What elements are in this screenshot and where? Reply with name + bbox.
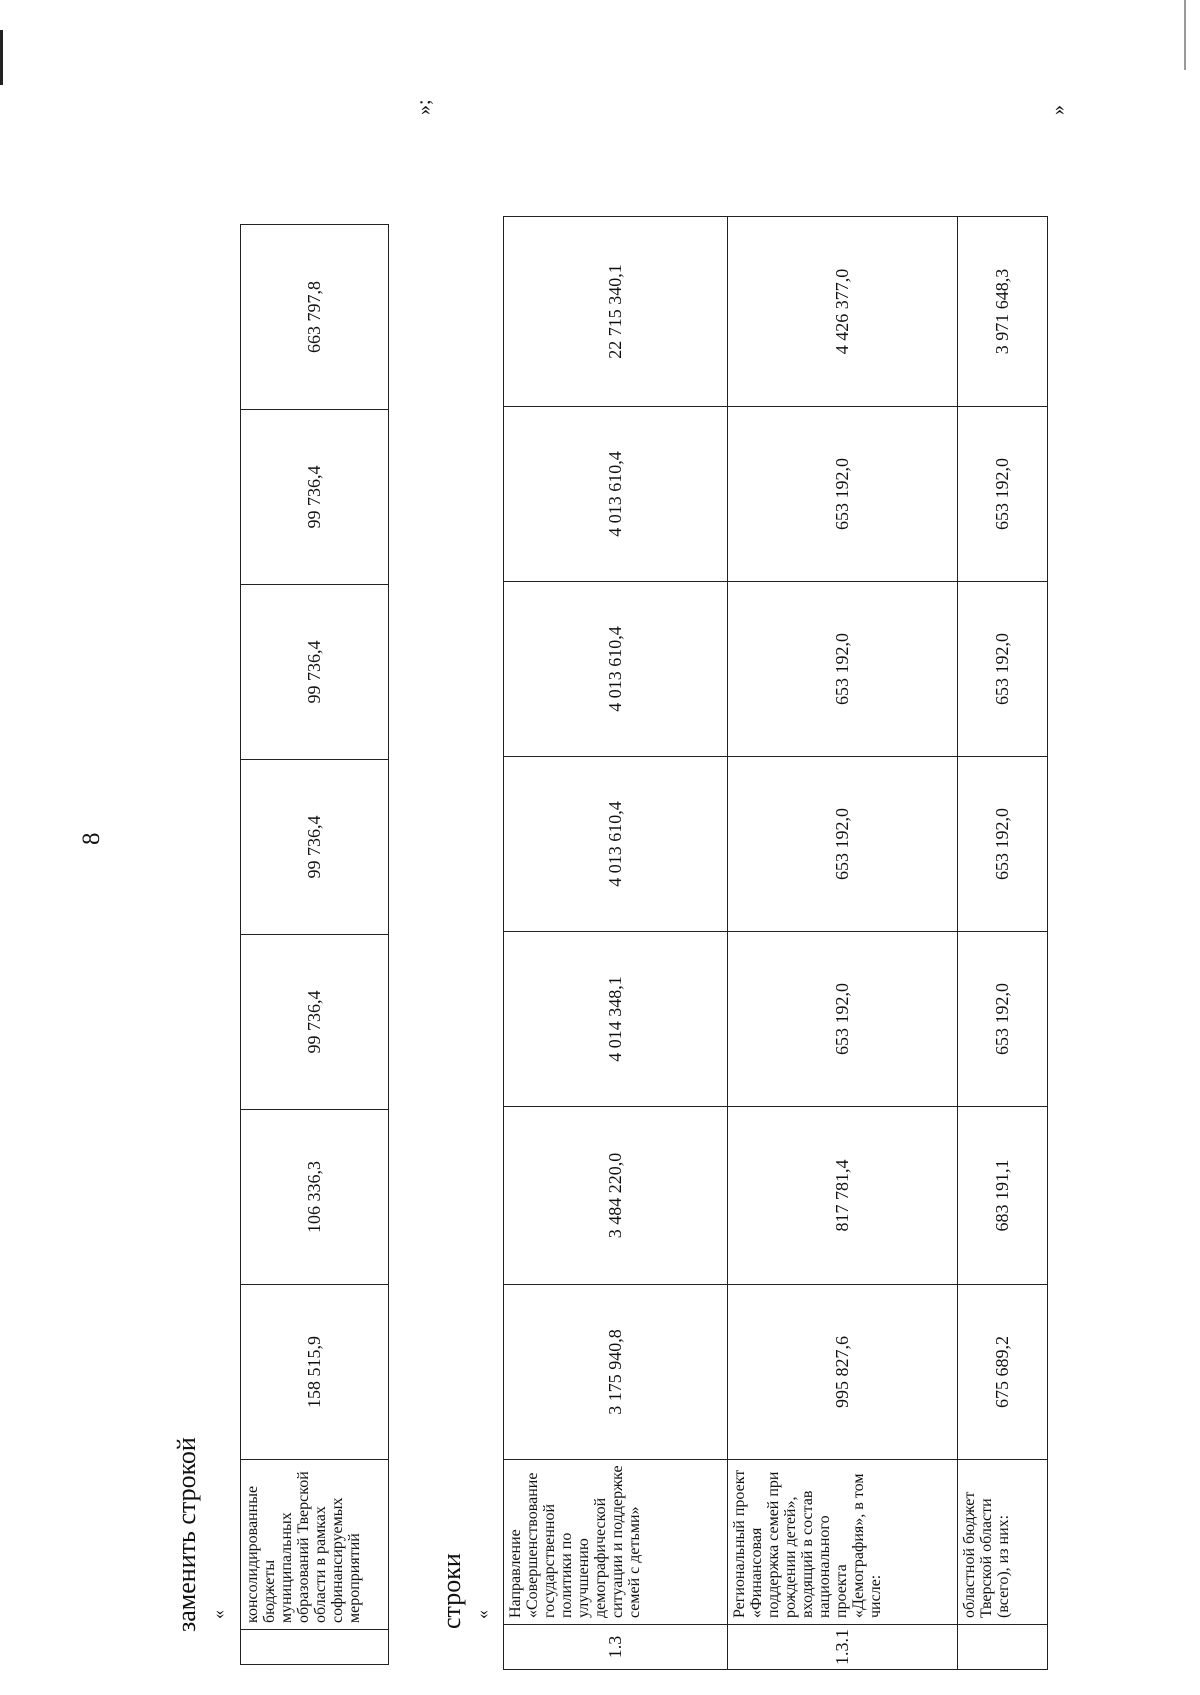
value-cell: 653 192,0 [728,407,958,582]
open-quote: « [208,1610,228,1619]
value-cell: 653 192,0 [958,582,1048,757]
value-cell: 995 827,6 [728,1285,958,1460]
row-number [241,1630,389,1665]
table-row [241,225,389,1665]
value-cell: 653 192,0 [958,932,1048,1107]
value-cell: 99 736,4 [241,410,389,585]
row-description: Направление «Совершенствование государственной политики по улучшению демографической ситуации и поддержке семей с детьми» [504,1460,728,1625]
total-cell: 3 971 648,3 [958,217,1048,407]
row-description: консолидированные бюджеты муниципальных образований Тверской области в рамках софинансируемых мероприятий [241,1460,389,1630]
value-cell: 683 191,1 [958,1107,1048,1285]
value-cell: 4 014 348,1 [504,932,728,1107]
value-cell: 653 192,0 [728,757,958,932]
lines-table [503,216,1048,1670]
value-cell: 817 781,4 [728,1107,958,1285]
replacement-table [240,224,389,1665]
table-row [728,217,958,1670]
open-quote: « [472,1610,492,1619]
value-cell: 3 484 220,0 [504,1107,728,1285]
value-cell: 4 013 610,4 [504,407,728,582]
value-cell: 653 192,0 [728,932,958,1107]
row-number: 1.3 [504,1625,728,1670]
value-cell: 99 736,4 [241,935,389,1110]
value-cell: 653 192,0 [728,582,958,757]
total-cell: 663 797,8 [241,225,389,410]
total-cell: 4 426 377,0 [728,217,958,407]
row-description: областной бюджет Тверской области (всего), из них: [958,1460,1048,1625]
value-cell: 158 515,9 [241,1285,389,1460]
value-cell: 653 192,0 [958,757,1048,932]
table-row [504,217,728,1670]
value-cell: 4 013 610,4 [504,757,728,932]
replace-with-row-text: заменить строкой [172,1437,201,1632]
value-cell: 4 013 610,4 [504,582,728,757]
value-cell: 675 689,2 [958,1285,1048,1460]
row-number [958,1625,1048,1670]
value-cell: 653 192,0 [958,407,1048,582]
value-cell: 99 736,4 [241,585,389,760]
close-quote: »; [413,99,435,115]
value-cell: 3 175 940,8 [504,1285,728,1460]
close-quote: » [1047,105,1069,115]
lines-text: строки [437,1553,466,1629]
total-cell: 22 715 340,1 [504,217,728,407]
value-cell: 99 736,4 [241,760,389,935]
table-row [958,217,1048,1670]
value-cell: 106 336,3 [241,1110,389,1285]
page-number: 8 [78,832,105,845]
row-number: 1.3.1 [728,1625,958,1670]
row-description: Региональный проект «Финансовая поддержка семей при рождении детей», входящий в состав национального проекта «Демография», в том числе: [728,1460,958,1625]
